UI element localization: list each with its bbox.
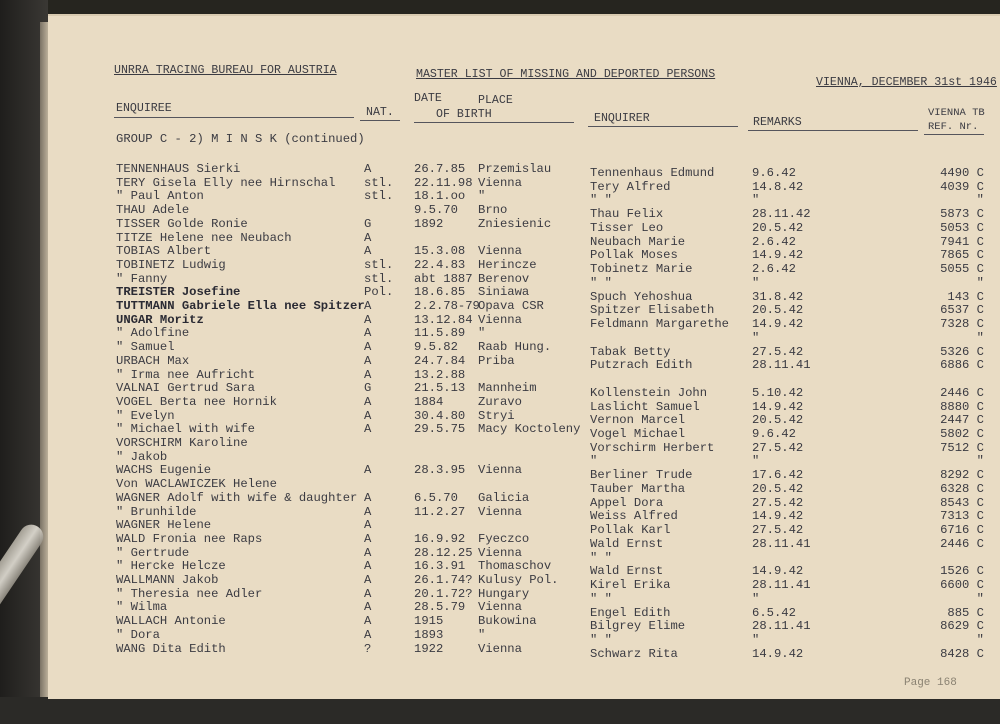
cell-date: 6.5.70 bbox=[414, 490, 458, 505]
cell-enquiree: " Brunhilde bbox=[116, 504, 197, 519]
cell-nat: Pol. bbox=[364, 285, 394, 300]
cell-enquirer: Pollak Karl bbox=[590, 523, 671, 538]
cell-enquirer: Appel Dora bbox=[590, 495, 664, 510]
cell-remarks: 20.5.42 bbox=[752, 220, 804, 235]
place-date: VIENNA, DECEMBER 31st 1946 bbox=[816, 76, 997, 89]
rule-remarks bbox=[748, 130, 918, 131]
cell-enquirer: Tabak Betty bbox=[590, 344, 671, 359]
cell-date: 26.7.85 bbox=[414, 162, 466, 176]
cell-remarks: 14.9.42 bbox=[752, 509, 804, 524]
cell-date: 28.12.25 bbox=[414, 545, 473, 560]
cell-ref: 7865 C bbox=[940, 248, 984, 263]
cell-enquiree: " Paul Anton bbox=[116, 189, 204, 204]
cell-date: 9.5.70 bbox=[414, 203, 458, 218]
cell-enquiree: " Dora bbox=[116, 627, 160, 642]
cell-enquirer: Tisser Leo bbox=[590, 220, 664, 235]
cell-remarks: 28.11.41 bbox=[752, 358, 811, 373]
cell-nat: A bbox=[364, 463, 372, 478]
cell-enquirer: Kollenstein John bbox=[590, 385, 708, 400]
cell-enquirer: Feldmann Margarethe bbox=[590, 317, 729, 332]
cell-date: 22.4.83 bbox=[414, 257, 466, 272]
cell-nat: A bbox=[364, 394, 372, 409]
cell-enquirer: Bilgrey Elime bbox=[590, 619, 686, 634]
cell-remarks: 14.9.42 bbox=[752, 248, 804, 263]
rule-nat bbox=[360, 120, 400, 121]
cell-enquiree: TREISTER Josefine bbox=[116, 285, 241, 300]
cell-enquiree: WAGNER Helene bbox=[116, 518, 212, 533]
cell-ref: 2446 C bbox=[940, 536, 984, 551]
list-title: MASTER LIST OF MISSING AND DEPORTED PERSONS bbox=[416, 68, 716, 81]
cell-place: Galicia bbox=[478, 490, 530, 505]
cell-enquiree: URBACH Max bbox=[116, 353, 190, 368]
cell-date: 21.5.13 bbox=[414, 381, 466, 396]
cell-date: 13.12.84 bbox=[414, 312, 473, 327]
cell-enquirer: " bbox=[590, 454, 598, 469]
cell-date: 29.5.75 bbox=[414, 422, 466, 437]
cell-place: Zuravo bbox=[478, 394, 522, 409]
cell-remarks: 20.5.42 bbox=[752, 413, 804, 428]
cell-place: Vienna bbox=[478, 244, 522, 259]
cell-ref: 1526 C bbox=[940, 564, 984, 579]
col-ref: REF. Nr. bbox=[928, 121, 979, 133]
cell-enquiree: WACHS Eugenie bbox=[116, 463, 212, 478]
cell-place: Vienna bbox=[478, 641, 522, 656]
group-heading: GROUP C - 2) M I N S K (continued) bbox=[116, 132, 365, 146]
cell-remarks: 20.5.42 bbox=[752, 303, 804, 318]
cell-enquirer: Spitzer Elisabeth bbox=[590, 303, 715, 318]
cell-enquiree: " Michael with wife bbox=[116, 422, 255, 437]
cell-place: Zniesienic bbox=[478, 216, 552, 231]
cell-date: 11.2.27 bbox=[414, 504, 466, 519]
cell-nat: stl. bbox=[364, 175, 394, 190]
cell-remarks: 14.9.42 bbox=[752, 317, 804, 332]
cell-place: Brno bbox=[478, 203, 508, 218]
cell-place: Kulusy Pol. bbox=[478, 573, 559, 587]
cell-enquiree: TITZE Helene nee Neubach bbox=[116, 230, 292, 245]
org-title: UNRRA TRACING BUREAU FOR AUSTRIA bbox=[114, 64, 337, 77]
cell-remarks: 20.5.42 bbox=[752, 481, 804, 496]
cell-enquirer: Berliner Trude bbox=[590, 468, 693, 483]
cell-nat: ? bbox=[364, 641, 372, 656]
cell-enquirer: Neubach Marie bbox=[590, 234, 686, 249]
cell-nat: A bbox=[364, 299, 372, 313]
cell-enquiree: " Wilma bbox=[116, 600, 168, 615]
cell-enquiree: " Samuel bbox=[116, 340, 175, 355]
cell-date: 18.6.85 bbox=[414, 285, 466, 300]
cell-remarks: 28.11.42 bbox=[752, 207, 811, 222]
cell-date: 30.4.80 bbox=[414, 408, 466, 423]
cell-date: 13.2.88 bbox=[414, 367, 466, 382]
cell-enquiree: Von WACLAWICZEK Helene bbox=[116, 477, 277, 492]
cell-ref: 2446 C bbox=[940, 385, 984, 400]
cell-date: 24.7.84 bbox=[414, 353, 466, 368]
cell-enquirer: Putzrach Edith bbox=[590, 358, 693, 373]
cell-remarks: 28.11.41 bbox=[752, 578, 811, 593]
cell-enquirer: " " bbox=[590, 275, 612, 290]
cell-nat: A bbox=[364, 559, 372, 574]
cell-enquirer: " " bbox=[590, 591, 612, 606]
cell-ref: 143 C bbox=[947, 289, 984, 304]
cell-date: 28.5.79 bbox=[414, 600, 466, 615]
cell-ref: " bbox=[976, 330, 984, 345]
cell-date: 15.3.08 bbox=[414, 244, 466, 259]
cell-ref: 4039 C bbox=[940, 179, 984, 194]
cell-enquirer: Vogel Michael bbox=[590, 426, 686, 441]
cell-nat: A bbox=[364, 600, 372, 615]
cell-remarks: 2.6.42 bbox=[752, 262, 796, 277]
col-remarks: REMARKS bbox=[753, 116, 802, 129]
cell-date: 9.5.82 bbox=[414, 340, 458, 355]
cell-enquiree: THAU Adele bbox=[116, 203, 190, 218]
cell-ref: 6886 C bbox=[940, 358, 984, 373]
top-shadow bbox=[0, 0, 1000, 14]
cell-ref: 885 C bbox=[947, 605, 984, 620]
cell-date: 20.1.72? bbox=[414, 586, 473, 601]
col-date: DATE bbox=[414, 92, 442, 105]
cell-enquiree: TOBINETZ Ludwig bbox=[116, 257, 226, 272]
cell-enquirer: Weiss Alfred bbox=[590, 509, 678, 524]
cell-ref: 7313 C bbox=[940, 509, 984, 524]
cell-remarks: 31.8.42 bbox=[752, 289, 804, 304]
cell-ref: 5326 C bbox=[940, 344, 984, 359]
cell-enquirer: Vernon Marcel bbox=[590, 413, 686, 428]
cell-place: Opava CSR bbox=[478, 299, 544, 313]
cell-ref: " bbox=[976, 633, 984, 648]
cell-place: Mannheim bbox=[478, 381, 537, 396]
cell-ref: " bbox=[976, 193, 984, 208]
cell-date: 1892 bbox=[414, 216, 444, 231]
cell-nat: A bbox=[364, 408, 372, 423]
cell-date: 2.2.78-79 bbox=[414, 299, 480, 313]
cell-nat: G bbox=[364, 381, 372, 396]
cell-date: 1922 bbox=[414, 641, 444, 656]
col-enquiree: ENQUIREE bbox=[116, 102, 172, 115]
cell-ref: 7512 C bbox=[940, 440, 984, 455]
cell-remarks: " bbox=[752, 193, 760, 208]
cell-enquiree: " Adolfine bbox=[116, 326, 190, 341]
cell-enquirer: Engel Edith bbox=[590, 605, 671, 620]
document-page bbox=[48, 14, 1000, 699]
cell-enquirer: Wald Ernst bbox=[590, 564, 664, 579]
cell-ref: 8292 C bbox=[940, 468, 984, 483]
cell-date: 18.1.oo bbox=[414, 189, 466, 204]
cell-enquirer: Tennenhaus Edmund bbox=[590, 166, 715, 180]
cell-ref: 5055 C bbox=[940, 262, 984, 277]
cell-enquiree: TENNENHAUS Sierki bbox=[116, 162, 241, 176]
cell-ref: 2447 C bbox=[940, 413, 984, 428]
cell-enquiree: " Evelyn bbox=[116, 408, 175, 423]
cell-date: 28.3.95 bbox=[414, 463, 466, 478]
cell-remarks: 14.9.42 bbox=[752, 564, 804, 579]
cell-place: Vienna bbox=[478, 600, 522, 615]
cell-enquiree: UNGAR Moritz bbox=[116, 312, 204, 327]
cell-enquirer: " " bbox=[590, 193, 612, 208]
cell-ref: 5802 C bbox=[940, 426, 984, 441]
cell-remarks: 17.6.42 bbox=[752, 468, 804, 483]
col-of-birth: OF BIRTH bbox=[436, 108, 492, 121]
cell-place: Fyeczco bbox=[478, 531, 530, 546]
cell-enquiree: " Jakob bbox=[116, 449, 168, 464]
cell-date: 16.3.91 bbox=[414, 559, 466, 574]
cell-place: Priba bbox=[478, 353, 515, 368]
rule-ref bbox=[924, 134, 984, 135]
cell-enquirer: Kirel Erika bbox=[590, 578, 671, 593]
cell-place: Vienna bbox=[478, 504, 522, 519]
cell-enquiree: VORSCHIRM Karoline bbox=[116, 436, 248, 450]
cell-place: Przemislau bbox=[478, 162, 552, 176]
cell-remarks: 6.5.42 bbox=[752, 605, 796, 620]
cell-enquiree: WALLACH Antonie bbox=[116, 614, 226, 629]
col-vienna: VIENNA TB bbox=[928, 107, 985, 119]
cell-ref: " bbox=[976, 275, 984, 290]
cell-remarks: 27.5.42 bbox=[752, 344, 804, 359]
cell-remarks: " bbox=[752, 591, 760, 606]
cell-enquirer: Schwarz Rita bbox=[590, 646, 678, 661]
cell-place: Raab Hung. bbox=[478, 340, 552, 355]
cell-remarks: " bbox=[752, 454, 760, 469]
cell-remarks: 27.5.42 bbox=[752, 523, 804, 538]
cell-ref: 8428 C bbox=[940, 646, 984, 661]
cell-enquiree: TISSER Golde Ronie bbox=[116, 216, 248, 231]
cell-enquiree: WALD Fronia nee Raps bbox=[116, 531, 263, 546]
cell-place: Vienna bbox=[478, 545, 522, 560]
cell-date: 22.11.98 bbox=[414, 175, 473, 190]
cell-ref: 6537 C bbox=[940, 303, 984, 318]
cell-ref: 6600 C bbox=[940, 578, 984, 593]
col-nat: NAT. bbox=[366, 106, 394, 119]
cell-place: Bukowina bbox=[478, 614, 537, 629]
cell-nat: A bbox=[364, 162, 372, 176]
cell-nat: A bbox=[364, 367, 372, 382]
cell-nat: A bbox=[364, 326, 372, 341]
cell-nat: G bbox=[364, 216, 372, 231]
cell-ref: " bbox=[976, 591, 984, 606]
cell-nat: A bbox=[364, 244, 372, 259]
cell-date: 1915 bbox=[414, 614, 444, 629]
cell-nat: A bbox=[364, 573, 372, 587]
cell-nat: A bbox=[364, 490, 372, 505]
rule-birth bbox=[414, 122, 574, 123]
cell-remarks: 14.9.42 bbox=[752, 399, 804, 414]
cell-place: Vienna bbox=[478, 463, 522, 478]
cell-date: abt 1887 bbox=[414, 271, 473, 286]
cell-enquiree: TERY Gisela Elly nee Hirnschal bbox=[116, 175, 336, 190]
cell-remarks: " bbox=[752, 330, 760, 345]
cell-ref: 6716 C bbox=[940, 523, 984, 538]
cell-place: Vienna bbox=[478, 312, 522, 327]
cell-enquiree: TOBIAS Albert bbox=[116, 244, 212, 259]
cell-place: Siniawa bbox=[478, 285, 530, 300]
cell-enquiree: WAGNER Adolf with wife & daughter bbox=[116, 490, 358, 505]
cell-ref: 8629 C bbox=[940, 619, 984, 634]
cell-enquirer: " " bbox=[590, 633, 612, 648]
cell-enquirer: Tery Alfred bbox=[590, 179, 671, 194]
cell-enquiree: VALNAI Gertrud Sara bbox=[116, 381, 255, 396]
cell-place: Hungary bbox=[478, 586, 530, 601]
cell-nat: A bbox=[364, 518, 372, 533]
cell-enquiree: WALLMANN Jakob bbox=[116, 573, 219, 587]
cell-remarks: 2.6.42 bbox=[752, 234, 796, 249]
cell-remarks: 28.11.41 bbox=[752, 619, 811, 634]
cell-ref: 8543 C bbox=[940, 495, 984, 510]
cell-ref: 8880 C bbox=[940, 399, 984, 414]
cell-remarks: " bbox=[752, 633, 760, 648]
cell-remarks: 14.9.42 bbox=[752, 646, 804, 661]
cell-ref: 7328 C bbox=[940, 317, 984, 332]
cell-ref: 5873 C bbox=[940, 207, 984, 222]
cell-nat: A bbox=[364, 422, 372, 437]
cell-nat: A bbox=[364, 627, 372, 642]
cell-enquirer: Pollak Moses bbox=[590, 248, 678, 263]
cell-date: 26.1.74? bbox=[414, 573, 473, 587]
cell-remarks: 5.10.42 bbox=[752, 385, 804, 400]
cell-nat: A bbox=[364, 504, 372, 519]
cell-enquiree: " Irma nee Aufricht bbox=[116, 367, 255, 382]
cell-enquirer: Spuch Yehoshua bbox=[590, 289, 693, 304]
cell-nat: A bbox=[364, 545, 372, 560]
cell-enquiree: " Fanny bbox=[116, 271, 168, 286]
col-place: PLACE bbox=[478, 94, 513, 107]
cell-nat: A bbox=[364, 230, 372, 245]
cell-nat: A bbox=[364, 353, 372, 368]
cell-remarks: 27.5.42 bbox=[752, 440, 804, 455]
cell-ref: 4490 C bbox=[940, 166, 984, 180]
cell-place: Macy Koctoleny bbox=[478, 422, 581, 437]
cell-enquiree: TUTTMANN Gabriele Ella nee Spitzer bbox=[116, 299, 365, 313]
cell-enquirer: " " bbox=[590, 550, 612, 565]
cell-place: " bbox=[478, 627, 486, 642]
cell-enquiree: " Theresia nee Adler bbox=[116, 586, 263, 601]
cell-place: Berenov bbox=[478, 271, 530, 286]
cell-enquirer: Vorschirm Herbert bbox=[590, 440, 715, 455]
cell-nat: A bbox=[364, 531, 372, 546]
cell-nat: A bbox=[364, 312, 372, 327]
cell-place: Herincze bbox=[478, 257, 537, 272]
col-enquirer: ENQUIRER bbox=[594, 112, 650, 125]
cell-ref: 7941 C bbox=[940, 234, 984, 249]
cell-nat: A bbox=[364, 340, 372, 355]
cell-enquiree: VOGEL Berta nee Hornik bbox=[116, 394, 277, 409]
page-number: Page 168 bbox=[904, 677, 957, 689]
cell-ref: " bbox=[976, 454, 984, 469]
cell-enquiree: WANG Dita Edith bbox=[116, 641, 226, 656]
cell-enquirer: Laslicht Samuel bbox=[590, 399, 700, 414]
cell-date: 16.9.92 bbox=[414, 531, 466, 546]
cell-remarks: 14.8.42 bbox=[752, 179, 804, 194]
cell-enquirer: Tauber Martha bbox=[590, 481, 686, 496]
cell-date: 1893 bbox=[414, 627, 444, 642]
cell-remarks: 27.5.42 bbox=[752, 495, 804, 510]
cell-remarks: " bbox=[752, 275, 760, 290]
cell-ref: 6328 C bbox=[940, 481, 984, 496]
cell-ref: 5053 C bbox=[940, 220, 984, 235]
cell-enquiree: " Hercke Helcze bbox=[116, 559, 226, 574]
cell-nat: A bbox=[364, 614, 372, 629]
cell-nat: stl. bbox=[364, 271, 394, 286]
cell-place: Thomaschov bbox=[478, 559, 552, 574]
cell-remarks: 9.6.42 bbox=[752, 166, 796, 180]
rule-enquirer bbox=[588, 126, 738, 127]
rule-enquiree bbox=[114, 117, 354, 118]
cell-date: 1884 bbox=[414, 394, 444, 409]
cell-enquirer: Tobinetz Marie bbox=[590, 262, 693, 277]
cell-remarks: 28.11.41 bbox=[752, 536, 811, 551]
cell-enquirer: Wald Ernst bbox=[590, 536, 664, 551]
cell-place: Vienna bbox=[478, 175, 522, 190]
cell-nat: stl. bbox=[364, 257, 394, 272]
cell-enquirer: Thau Felix bbox=[590, 207, 664, 222]
cell-date: 11.5.89 bbox=[414, 326, 466, 341]
cell-place: Stryi bbox=[478, 408, 515, 423]
cell-enquiree: " Gertrude bbox=[116, 545, 190, 560]
cell-place: " bbox=[478, 189, 486, 204]
cell-remarks: 9.6.42 bbox=[752, 426, 796, 441]
cell-nat: A bbox=[364, 586, 372, 601]
cell-place: " bbox=[478, 326, 486, 341]
cell-nat: stl. bbox=[364, 189, 394, 204]
